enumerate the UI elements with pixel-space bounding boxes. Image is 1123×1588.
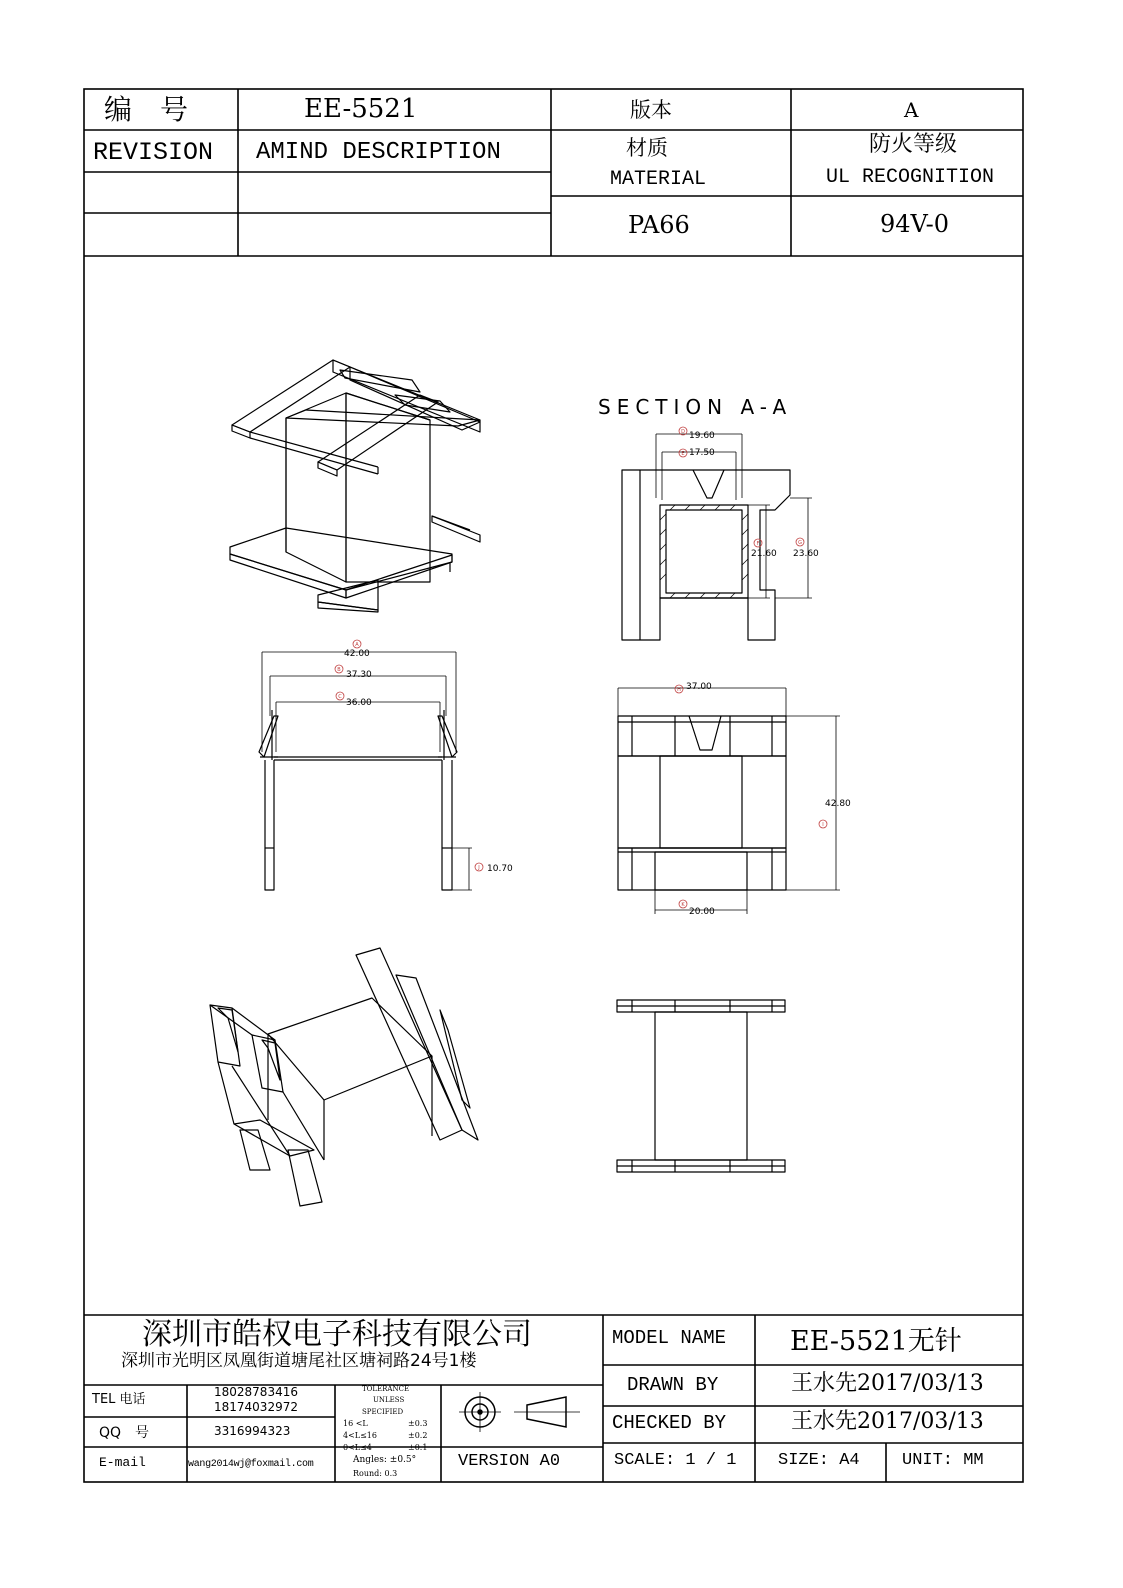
fire-value: 94V-0: [880, 210, 950, 238]
dim-c: 36.00: [346, 698, 372, 708]
dim-a: 42.00: [344, 649, 370, 659]
model-name-label: MODEL NAME: [612, 1327, 727, 1349]
version-value-block: VERSION A0: [458, 1452, 561, 1471]
dim-h: 37.00: [686, 682, 712, 692]
isometric-view-bottom: [210, 948, 478, 1206]
company-name: 深圳市皓权电子科技有限公司: [142, 1317, 532, 1352]
section-title: SECTION A-A: [598, 395, 793, 419]
tolerance-row2-range: 4<L≤16: [343, 1431, 377, 1440]
company-address: 深圳市光明区凤凰街道塘尾社区塘祠路24号1楼: [121, 1351, 477, 1371]
description-label: AMIND DESCRIPTION: [256, 139, 501, 166]
fire-label-cn: 防火等级: [869, 132, 958, 157]
dim-k: 20.00: [689, 907, 715, 917]
number-label: 编 号: [104, 93, 189, 126]
scale-value: SCALE: 1 / 1: [614, 1451, 737, 1470]
dim-j: 10.70: [487, 864, 513, 874]
tolerance-round: Round: 0.3: [353, 1469, 398, 1478]
tolerance-title2: UNLESS: [373, 1396, 405, 1404]
tel-value-1: 18028783416: [214, 1385, 298, 1399]
svg-text:I: I: [822, 822, 824, 828]
tel-label: TEL 电话: [92, 1392, 146, 1407]
isometric-view-top: [230, 360, 480, 612]
revision-label: REVISION: [93, 138, 214, 167]
tolerance-row1-tol: ±0.3: [408, 1419, 428, 1428]
svg-text:G: G: [798, 540, 802, 546]
svg-text:D: D: [681, 429, 685, 435]
svg-text:A: A: [355, 642, 359, 648]
front-view: [259, 652, 472, 890]
svg-text:K: K: [681, 902, 685, 908]
version-label: 版本: [630, 98, 672, 122]
version-value: A: [904, 98, 919, 122]
number-value: EE-5521: [304, 94, 418, 124]
dim-e: 17.50: [689, 448, 715, 458]
tolerance-row3-tol: ±0.1: [408, 1443, 428, 1452]
svg-text:E: E: [681, 451, 685, 457]
dim-i: 42.80: [825, 799, 851, 809]
section-view: [622, 434, 812, 640]
size-value: SIZE: A4: [778, 1451, 860, 1470]
qq-value: 3316994323: [214, 1424, 291, 1438]
dim-b: 37.30: [346, 670, 372, 680]
drawn-by-label: DRAWN BY: [627, 1374, 719, 1396]
tolerance-title1: TOLERANCE: [362, 1385, 410, 1393]
material-label-cn: 材质: [626, 136, 668, 160]
checked-by-value: 王水先2017/03/13: [791, 1409, 984, 1434]
svg-text:H: H: [677, 687, 681, 693]
tolerance-row1-range: 16 <L: [343, 1419, 368, 1428]
model-name-value: EE-5521无针: [790, 1326, 962, 1357]
tel-value-2: 18174032972: [214, 1400, 298, 1414]
fire-label-en: UL RECOGNITION: [826, 166, 995, 189]
unit-value: UNIT: MM: [902, 1451, 984, 1470]
svg-text:F: F: [756, 541, 760, 547]
material-value: PA66: [628, 211, 690, 239]
dim-g: 23.60: [793, 549, 819, 559]
qq-label: QQ 号: [99, 1425, 150, 1441]
email-value: wang2014wj@foxmail.com: [188, 1459, 314, 1470]
svg-text:J: J: [478, 865, 480, 871]
svg-text:B: B: [337, 667, 341, 673]
email-label: E-mail: [99, 1455, 146, 1470]
svg-text:C: C: [338, 694, 342, 700]
drawn-by-value: 王水先2017/03/13: [791, 1371, 984, 1396]
tolerance-row3-range: 0<L≤4: [343, 1443, 372, 1452]
bottom-view: [617, 1000, 785, 1172]
side-view: [618, 688, 840, 914]
dim-f: 21.60: [751, 549, 777, 559]
tolerance-title3: SPECIFIED: [362, 1408, 404, 1416]
material-label-en: MATERIAL: [610, 168, 707, 191]
tolerance-angles: Angles: ±0.5°: [353, 1455, 417, 1465]
dim-d: 19.60: [689, 431, 715, 441]
checked-by-label: CHECKED BY: [612, 1412, 727, 1434]
tolerance-row2-tol: ±0.2: [408, 1431, 428, 1440]
